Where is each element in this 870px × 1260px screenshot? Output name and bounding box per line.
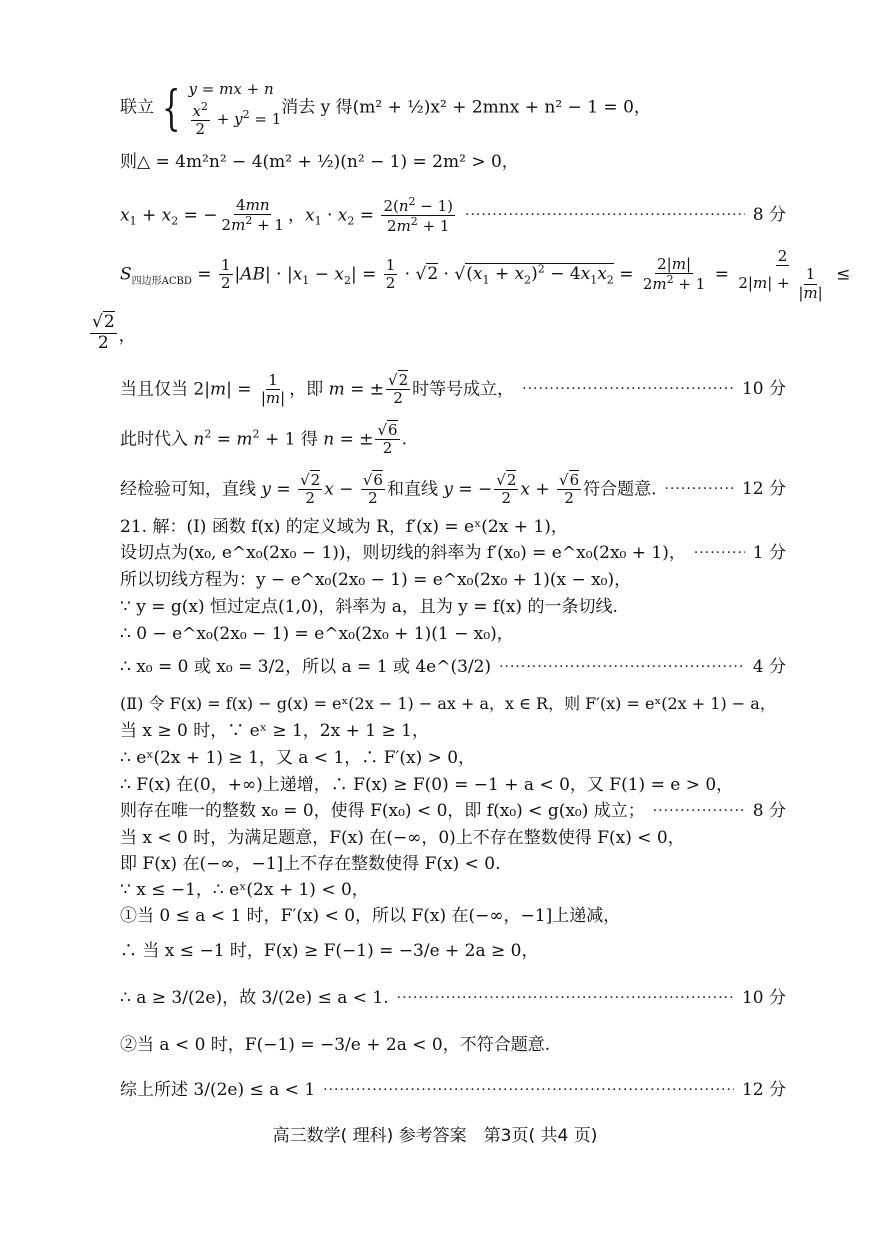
q21-line-8: 当 x ≥ 0 时，∵ eˣ ≥ 1，2x + 1 ≥ 1， bbox=[120, 721, 429, 741]
score-1: 1 分 bbox=[752, 543, 786, 563]
line-verify bbox=[120, 472, 786, 508]
q21-line-18: ②当 a < 0 时，F(−1) = −3/e + 2a < 0，不符合题意. bbox=[120, 1035, 551, 1055]
dot-leader bbox=[665, 481, 734, 499]
dot-leader bbox=[522, 381, 734, 399]
area-bound-value: $\frac{√2}{2}$ ， bbox=[92, 312, 136, 353]
dot-leader bbox=[653, 803, 745, 821]
q21-line-14: ∵ x ≤ −1，∴ eˣ(2x + 1) < 0， bbox=[120, 880, 369, 900]
q21-line-11: 则存在唯一的整数 x₀ = 0，使得 F(x₀) < 0，即 f(x₀) < g(x₀) 成立； ····· 8 分 bbox=[120, 801, 786, 822]
q21-line-19: 综上所述 3/(2e) ≤ a < 1 ····· 12 分 bbox=[120, 1080, 786, 1101]
q21-line-10: ∴ F(x) 在(0，+∞)上递增，∴ F(x) ≥ F(0) = −1 + a < 0，又 F(1) = e > 0， bbox=[120, 775, 734, 795]
lianli-label: 联立 bbox=[120, 97, 154, 118]
page-footer: 高三数学( 理科) 参考答案 第3页( 共4 页) bbox=[272, 1126, 598, 1146]
line-equality bbox=[120, 372, 786, 408]
area-formula: $S_{四边形ACBD}$ = $\frac{1}{2}$ $|AB| \cdot |x_1 - x_2|$ = $\frac{1}{2}$ · $√2 \cdot √(x_1 + x_2)^2 - 4x_1x_2$ = $\frac{2|m|}{2m^2 + 1}$ = 2 2|m| + $\frac{1}{|m|}$ ≤ bbox=[120, 247, 851, 302]
score-4: 4 分 bbox=[752, 657, 786, 677]
line-discriminant bbox=[120, 152, 786, 173]
score-8-b: 8 分 bbox=[752, 801, 786, 821]
verify-text: 经检验可知，直线 y = $\frac{√2}{2}$ x − $\frac{√6}{2}$ 和直线 y = − $\frac{√2}{2}$ x + $\frac{√6}{2}$ 符合题意. bbox=[120, 471, 657, 508]
q21-line-4: ∵ y = g(x) 恒过定点(1,0)，斜率为 a，且为 y = f(x) 的一条切线. bbox=[120, 597, 618, 617]
dot-leader bbox=[465, 207, 745, 225]
equation-system: { y = mx + n $\frac{x^2}{2}$ + $y^2 = 1$ bbox=[162, 80, 282, 138]
score-12-a: 12 分 bbox=[741, 479, 786, 500]
q21-line-13: 即 F(x) 在(−∞，−1]上不存在整数使得 F(x) < 0. bbox=[120, 854, 501, 874]
equality-condition: 当且仅当 2|m| = $\frac{1}{|m|}$ ，即 m = ± $\frac{√2}{2}$ 时等号成立， bbox=[120, 371, 515, 408]
q21-line-7: (Ⅱ) 令 F(x) = f(x) − g(x) = eˣ(2x − 1) − ax + a，x ∈ R，则 F′(x) = eˣ(2x + 1) − a， bbox=[120, 694, 776, 713]
q21-line-15: ①当 0 ≤ a < 1 时，F′(x) < 0，所以 F(x) 在(−∞，−1]上递减， bbox=[120, 906, 621, 926]
line-substitute bbox=[120, 422, 786, 458]
q21-line-9: ∴ eˣ(2x + 1) ≥ 1，又 a < 1，∴ F′(x) > 0， bbox=[120, 748, 476, 768]
line-vieta bbox=[120, 196, 786, 236]
line-simultaneous bbox=[120, 78, 786, 138]
line-area bbox=[120, 247, 851, 302]
q21-line-16: ∴ 当 x ≤ −1 时，F(x) ≥ F(−1) = −3/e + 2a ≥ 0， bbox=[120, 941, 539, 961]
vieta-formula: $x_1 + x_2$ = − $\frac{4mn}{2m^2 + 1}$ ，$x_1 \cdot x_2$ = $\frac{2(n^2 - 1)}{2m^2 + 1}$ bbox=[120, 195, 454, 236]
eliminate-y-text: 消去 y 得(m² + ½)x² + 2mnx + n² − 1 = 0， bbox=[281, 97, 651, 118]
dot-leader bbox=[397, 990, 734, 1008]
score-12-b: 12 分 bbox=[741, 1080, 786, 1100]
score-10-a: 10 分 bbox=[741, 379, 786, 400]
dot-leader bbox=[323, 1082, 734, 1100]
substitute-text: 此时代入 $n^2 = m^2 + 1$ 得 n = ± $\frac{√6}{2}$ . bbox=[120, 421, 407, 458]
q21-line-12: 当 x < 0 时，为满足题意，F(x) 在(−∞，0)上不存在整数使得 F(x) < 0， bbox=[120, 828, 685, 848]
dot-leader bbox=[499, 659, 745, 677]
score-10-b: 10 分 bbox=[741, 988, 786, 1008]
q21-line-17: ∴ a ≥ 3/(2e)，故 3/(2e) ≤ a < 1. ····· 10 分 bbox=[120, 988, 786, 1009]
discriminant-text: 则△ = 4m²n² − 4(m² + ½)(n² − 1) = 2m² > 0， bbox=[120, 152, 519, 172]
q21-line-1: 21. 解：(Ⅰ) 函数 f(x) 的定义域为 R，f′(x) = eˣ(2x + 1)， bbox=[120, 517, 568, 537]
q21-line-6: ∴ x₀ = 0 或 x₀ = 3/2，所以 a = 1 或 4e^(3/2) ····· 4 分 bbox=[120, 657, 786, 678]
q21-line-5: ∴ 0 − e^x₀(2x₀ − 1) = e^x₀(2x₀ + 1)(1 − x₀)， bbox=[120, 624, 514, 644]
q21-line-2: 设切点为(x₀, e^x₀(2x₀ − 1))，则切线的斜率为 f′(x₀) = e^x₀(2x₀ + 1)， ····· 1 分 bbox=[120, 543, 786, 564]
q21-line-3: 所以切线方程为：y − e^x₀(2x₀ − 1) = e^x₀(2x₀ + 1)(x − x₀)， bbox=[120, 570, 632, 590]
score-8-a: 8 分 bbox=[752, 205, 786, 226]
dot-leader bbox=[694, 545, 745, 563]
